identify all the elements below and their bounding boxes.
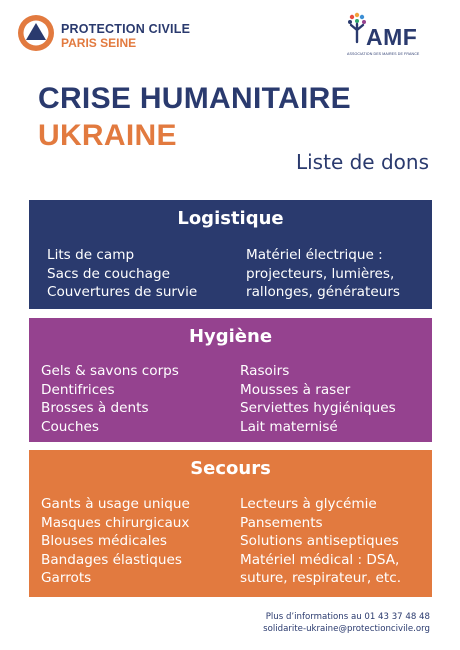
list-item: Gels & savons corps xyxy=(41,363,179,379)
org-name: PROTECTION CIVILE xyxy=(61,22,191,36)
section-title: Hygiène xyxy=(188,326,273,347)
list-item: Lits de camp xyxy=(47,247,135,263)
list-item: Couvertures de survie xyxy=(47,284,198,301)
donation-list-left xyxy=(41,362,179,436)
page-subtitle: Liste de dons xyxy=(295,150,429,174)
list-item: Serviettes hygiéniques xyxy=(240,400,396,417)
list-item: Sacs de couchage xyxy=(47,265,170,282)
list-item: Gants à usage unique xyxy=(41,496,190,512)
list-item: Blouses médicales xyxy=(41,533,167,550)
donation-list-right xyxy=(240,362,396,436)
footer-email[interactable]: solidarite-ukraine@protectioncivile.org xyxy=(263,624,430,634)
list-item: Brosses à dents xyxy=(41,400,149,417)
list-item: Bandages élastiques xyxy=(41,551,182,568)
section-hygiene xyxy=(29,318,432,442)
list-item: projecteurs, lumières, xyxy=(246,265,395,282)
list-item: suture, respirateur, etc. xyxy=(240,570,402,587)
list-item: Mousses à raser xyxy=(240,381,351,398)
donation-list-right xyxy=(246,246,400,302)
list-item: Solutions antiseptiques xyxy=(240,533,399,550)
list-item: Rasoirs xyxy=(240,363,290,379)
amf-figure-icon xyxy=(346,12,368,52)
org-branch: PARIS SEINE xyxy=(61,36,137,50)
amf-subtitle: ASSOCIATION DES MAIRES DE FRANCE xyxy=(347,52,420,56)
list-item: Garrots xyxy=(41,570,92,587)
amf-wordmark: AMF xyxy=(366,24,418,50)
donation-list-left xyxy=(41,495,190,588)
list-item: rallonges, générateurs xyxy=(246,284,400,301)
list-item: Lecteurs à glycémie xyxy=(240,496,377,512)
protection-civile-logo xyxy=(16,13,202,59)
list-item: Lait maternisé xyxy=(240,418,338,435)
donation-list-left xyxy=(47,246,197,302)
donation-list-right xyxy=(240,495,401,588)
amf-logo xyxy=(346,12,436,60)
section-secours xyxy=(29,450,432,597)
section-title: Logistique xyxy=(177,208,284,229)
list-item: Dentifrices xyxy=(41,381,115,398)
section-logistique xyxy=(29,200,432,309)
page-title-highlight: UKRAINE xyxy=(38,119,177,152)
page-title: CRISE HUMANITAIRE xyxy=(38,82,351,115)
list-item: Matériel médical : DSA, xyxy=(240,551,400,568)
section-title: Secours xyxy=(190,458,271,479)
footer-phone: Plus d’informations au 01 43 37 48 48 xyxy=(265,612,430,622)
list-item: Masques chirurgicaux xyxy=(41,514,190,531)
list-item: Couches xyxy=(41,418,99,435)
civil-protection-triangle-icon xyxy=(16,13,56,53)
list-item: Pansements xyxy=(240,514,323,531)
list-item: Matériel électrique : xyxy=(246,247,383,263)
